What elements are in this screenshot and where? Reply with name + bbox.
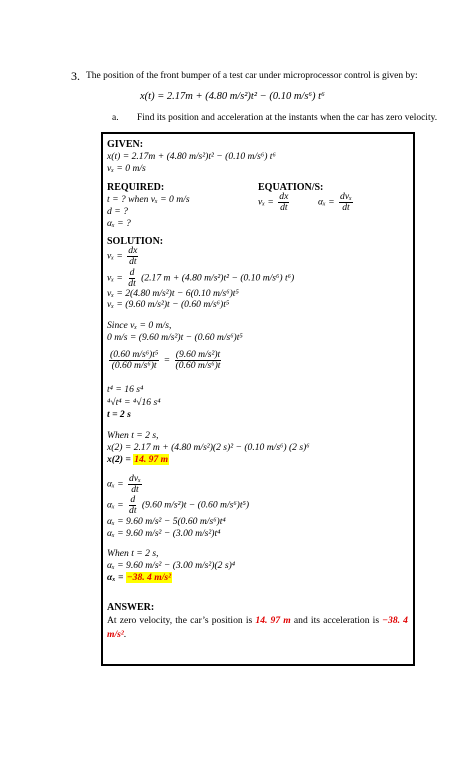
required-line-1: t = ? when vₓ = 0 m/s	[107, 194, 190, 205]
accel-step-3: αₓ = 9.60 m/s² − 5(0.60 m/s⁶)t⁴	[107, 516, 226, 527]
since-line-2: 0 m/s = (9.60 m/s²)t − (0.60 m/s⁶)t⁵	[107, 332, 243, 343]
when-line-2: When t = 2 s,	[107, 548, 159, 559]
solution-heading: SOLUTION:	[107, 236, 164, 247]
x2-highlight: 14. 97 m	[134, 454, 169, 465]
answer-heading: ANSWER:	[107, 602, 155, 613]
velocity-fraction: $\frac{dx}{dt}$	[279, 191, 289, 213]
t-result: t = 2 s	[107, 409, 131, 420]
given-line-1: x(t) = 2.17m + (4.80 m/s²)t² − (0.10 m/s⁶) t⁶	[107, 151, 276, 162]
accel-step-4: αₓ = 9.60 m/s² − (3.00 m/s²)t⁴	[107, 528, 221, 539]
x2-line: x(2) = 2.17 m + (4.80 m/s²)(2 s)² − (0.10 m/s⁶) (2 s)⁶	[107, 442, 310, 453]
question-number: 3.	[71, 69, 80, 83]
answer-position: 14. 97 m	[255, 615, 291, 626]
accel-result: αₓ = −38. 4 m/s²	[107, 572, 171, 583]
required-heading: REQUIRED:	[107, 182, 165, 193]
part-a	[112, 113, 437, 123]
since-line-1: Since vₓ = 0 m/s,	[107, 320, 172, 331]
part-label: a.	[112, 113, 119, 123]
equation-acceleration: αₓ = $\frac{\text{dvₓ}}{dt}$	[318, 191, 352, 213]
solution-step-2: vₓ = $\frac{d}{dt}$ (2.17 m + (4.80 m/s²)t² − (0.10 m/s⁶) t⁶)	[107, 267, 295, 289]
accel-step-5: αₓ = 9.60 m/s² − (3.00 m/s²)(2 s)⁴	[107, 560, 236, 571]
solution-step-1: vₓ = $\frac{dx}{dt}$	[107, 245, 138, 267]
acceleration-fraction: $\frac{\text{dvₓ}}{dt}$	[340, 191, 352, 213]
question-equation: x(t) = 2.17m + (4.80 m/s²)t² − (0.10 m/s⁶) t⁶	[140, 91, 325, 102]
accel-highlight: −38. 4 m/s²	[126, 572, 171, 583]
root-line: ⁴√t⁴ = ⁴√16 s⁴	[107, 397, 161, 408]
accel-step-2: αₓ = $\frac{d}{dt}$ (9.60 m/s²)t − (0.60 m/s⁶)t⁵)	[107, 494, 250, 516]
part-text: Find its position and acceleration at the instants when the car has zero velocity.	[136, 113, 438, 123]
division-step: $\frac{\text{(0.60 m/s⁶)t⁵}}{\text{(0.60 m/s⁶)t}}$ = $\frac{\text{(9.60 m/s²)t}}{\text{(0.60 m/s⁶)t}}$	[110, 349, 221, 371]
equations-heading: EQUATION/S:	[258, 182, 324, 193]
solution-step-3: vₓ = 2(4.80 m/s²)t − 6(0.10 m/s⁶)t⁵	[107, 288, 239, 299]
answer-acceleration: −38. 4 m/s²	[107, 615, 408, 640]
equation-velocity: vₓ = $\frac{dx}{dt}$	[258, 191, 289, 213]
given-line-2: vₓ = 0 m/s	[107, 163, 146, 174]
when-line-1: When t = 2 s,	[107, 430, 159, 441]
required-line-3: αₓ = ?	[107, 218, 131, 229]
given-heading: GIVEN:	[107, 139, 144, 150]
answer-text: At zero velocity, the car’s position is 14. 97 m and its acceleration is −38. 4 m/s².	[107, 615, 408, 640]
accel-step-1: αₓ = $\frac{\text{dvₓ}}{dt}$	[107, 473, 141, 495]
question-text: The position of the front bumper of a test car under microprocessor control is given by:	[86, 71, 418, 81]
solution-step-4: vₓ = (9.60 m/s²)t − (0.60 m/s⁶)t⁵	[107, 299, 230, 310]
t4-line: t⁴ = 16 s⁴	[107, 384, 144, 395]
x2-result: x(2) = 14. 97 m	[107, 454, 169, 465]
required-line-2: d = ?	[107, 206, 128, 217]
